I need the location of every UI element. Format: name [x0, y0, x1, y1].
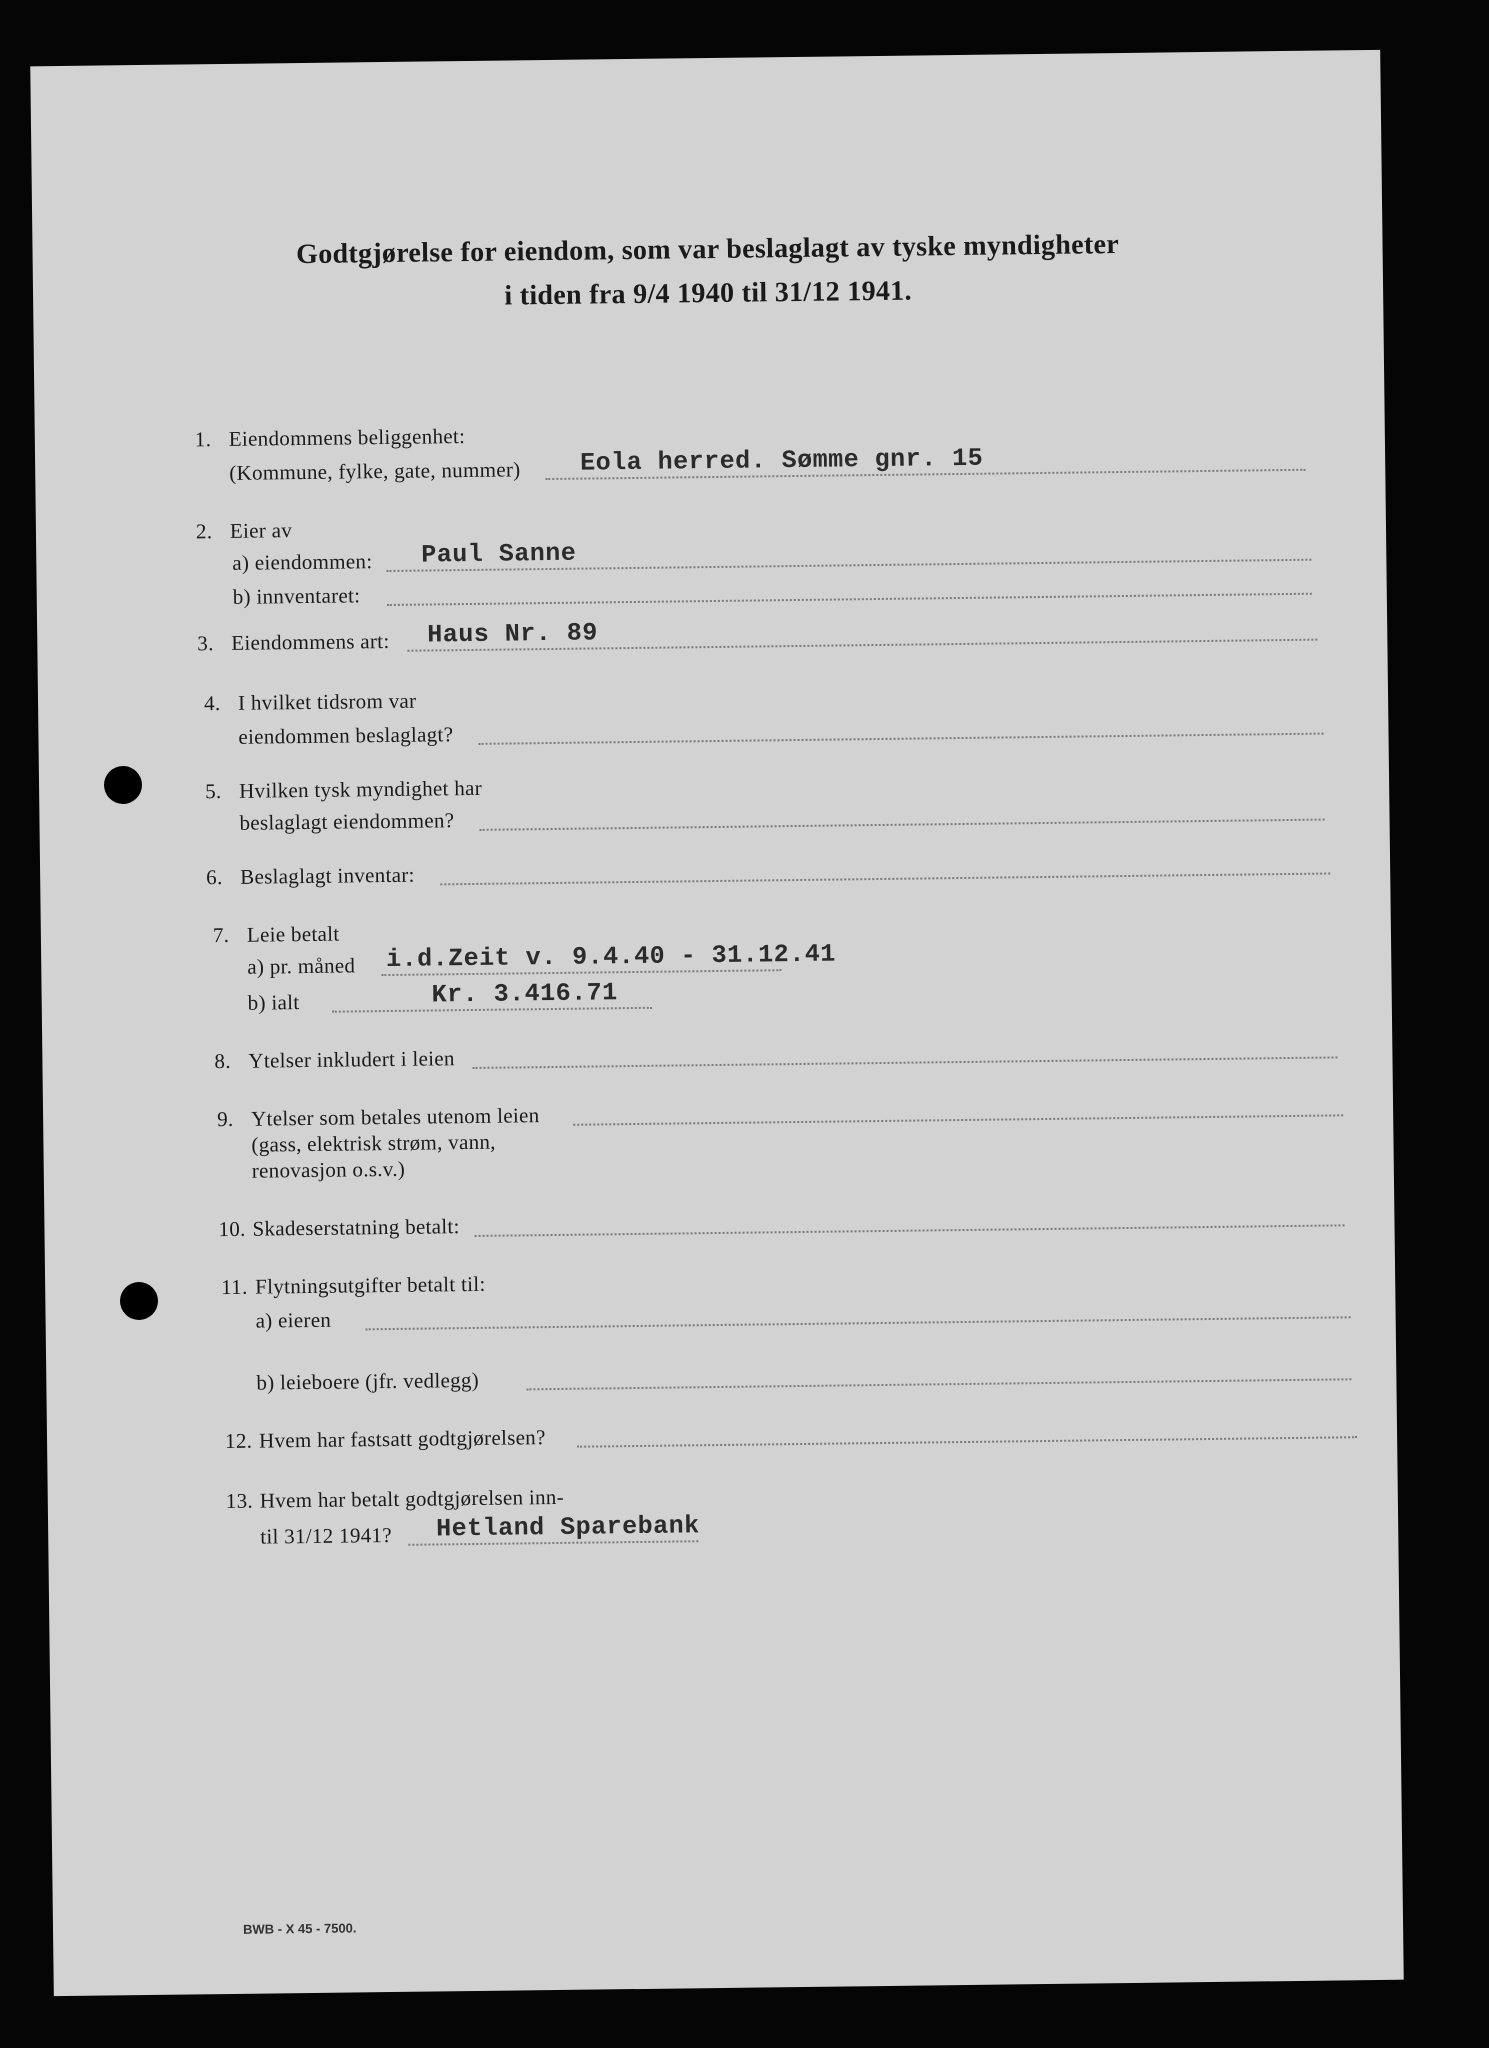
- q4-answer-line: [479, 733, 1324, 745]
- q9-sublabel-2: renovasjon o.s.v.): [251, 1156, 406, 1183]
- q11a-label: a) eieren: [255, 1307, 332, 1333]
- q1-sublabel: (Kommune, fylke, gate, nummer): [229, 457, 521, 485]
- q7a-answer: i.d.Zeit v. 9.4.40 - 31.12.41: [386, 939, 836, 975]
- print-code: BWB - X 45 - 7500.: [242, 1920, 357, 1937]
- q7-label: 7. Leie betalt: [212, 921, 340, 948]
- q13-label: 13. Hvem har betalt godtgjørelsen inn-: [225, 1484, 565, 1514]
- title-line-1: Godtgjørelse for eiendom, som var beslaglagt av tyske myndigheter: [295, 229, 1120, 271]
- q7b-label: b) ialt: [247, 990, 300, 1015]
- q9-answer-line: [573, 1114, 1343, 1125]
- punch-hole-bottom: [120, 1282, 158, 1320]
- q11-label: 11. Flytningsutgifter betalt til:: [221, 1271, 486, 1300]
- title-line-2: i tiden fra 9/4 1940 til 31/12 1941.: [504, 275, 912, 312]
- q4-sublabel: eiendommen beslaglagt?: [238, 722, 454, 749]
- q3-answer: Haus Nr. 89: [427, 618, 598, 650]
- q13-answer: Hetland Sparebank: [435, 1511, 700, 1544]
- q7b-answer: Kr. 3.416.71: [431, 978, 618, 1010]
- q6-label: 6. Beslaglagt inventar:: [206, 862, 415, 890]
- q2-label: 2. Eier av: [195, 518, 293, 544]
- q1-label: 1. Eiendommens beliggenhet:: [194, 424, 466, 452]
- q3-label: 3. Eiendommens art:: [197, 628, 390, 656]
- form-title: [32, 220, 1383, 324]
- q9-label: 9. Ytelser som betales utenom leien: [216, 1103, 540, 1132]
- q2a-answer: Paul Sanne: [421, 538, 577, 570]
- q5-label: 5. Hvilken tysk myndighet har: [204, 775, 483, 804]
- q10-label: 10. Skadeserstatning betalt:: [218, 1214, 460, 1242]
- q11a-answer-line: [366, 1316, 1351, 1330]
- q11b-label: b) leieboere (jfr. vedlegg): [256, 1367, 480, 1395]
- q1-answer: Eola herred. Sømme gnr. 15: [579, 443, 984, 478]
- q2b-label: b) innventaret:: [232, 583, 361, 609]
- q4-label: 4. I hvilket tidsrom var: [203, 688, 417, 716]
- q7a-label: a) pr. måned: [247, 953, 356, 979]
- q8-answer-line: [473, 1056, 1338, 1069]
- q2a-label: a) eiendommen:: [232, 549, 373, 575]
- form-page: [30, 50, 1403, 1996]
- q12-label: 12. Hvem har fastsatt godtgjørelsen?: [224, 1425, 546, 1454]
- q13-sublabel: til 31/12 1941?: [260, 1523, 393, 1549]
- q2b-answer-line: [387, 593, 1312, 606]
- q5-answer-line: [480, 819, 1325, 831]
- q6-answer-line: [440, 872, 1330, 885]
- punch-hole-top: [104, 766, 142, 804]
- q8-label: 8. Ytelser inkludert i leien: [214, 1046, 455, 1074]
- q5-sublabel: beslaglagt eiendommen?: [239, 808, 455, 835]
- q10-answer-line: [475, 1224, 1345, 1237]
- q11b-answer-line: [526, 1378, 1351, 1390]
- q9-sublabel-1: (gass, elektrisk strøm, vann,: [251, 1129, 496, 1157]
- q12-answer-line: [577, 1436, 1357, 1448]
